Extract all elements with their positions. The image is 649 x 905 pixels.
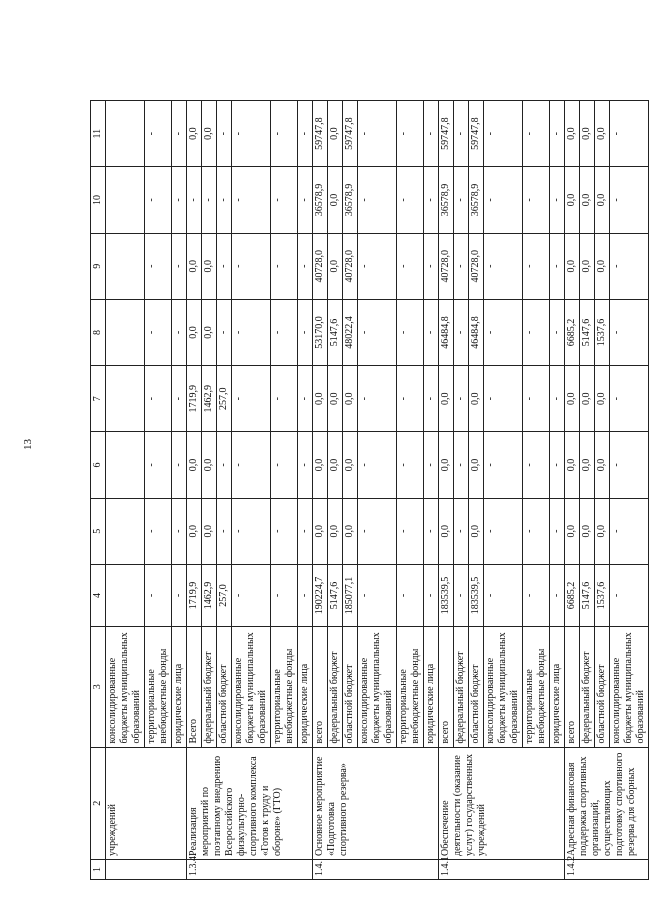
value-cell: 5147,6 [328,564,343,626]
value-cell: - [145,432,172,498]
value-cell: - [454,167,469,233]
value-cell: - [523,101,550,167]
value-cell: 53170,0 [313,299,328,365]
value-cell: 0,0 [595,432,610,498]
section-number: 1.3.4. [187,859,313,879]
value-cell: 40728,0 [469,233,484,299]
value-cell: - [397,498,424,564]
funding-source: всего [565,627,580,747]
funding-source: федеральный бюджет [202,627,217,747]
section-number [106,859,187,879]
value-cell: - [484,432,523,498]
funding-source: федеральный бюджет [328,627,343,747]
value-cell: - [424,167,439,233]
value-cell: 0,0 [187,101,202,167]
value-cell [106,498,145,564]
funding-source: консолидированные бюджеты муниципальных образований [358,627,397,747]
value-cell: - [550,101,565,167]
value-cell: - [172,564,187,626]
value-cell: - [145,167,172,233]
value-cell: 0,0 [313,432,328,498]
value-cell: - [187,167,202,233]
value-cell: 0,0 [565,432,580,498]
value-cell: - [271,366,298,432]
value-cell: - [397,366,424,432]
column-header: 2 [91,747,106,859]
column-header: 7 [91,366,106,432]
value-cell: - [271,233,298,299]
value-cell [106,299,145,365]
value-cell: - [550,498,565,564]
value-cell: 0,0 [343,432,358,498]
value-cell: 190224,7 [313,564,328,626]
value-cell: 59747,8 [313,101,328,167]
value-cell: - [172,167,187,233]
value-cell: - [550,233,565,299]
table-row [439,101,454,880]
value-cell: 5147,6 [328,299,343,365]
funding-source: Всего [187,627,202,747]
value-cell: - [145,564,172,626]
value-cell: - [217,498,232,564]
value-cell: - [397,101,424,167]
section-title: Адресная финансовая поддержка спортивных организаций, осуществляющих подготовку спортивного резерва для сборных [565,747,649,859]
value-cell: - [232,101,271,167]
column-header: 6 [91,432,106,498]
funding-source: юридические лица [550,627,565,747]
value-cell: 0,0 [343,366,358,432]
value-cell: - [550,167,565,233]
column-header: 3 [91,627,106,747]
funding-source: областной бюджет [595,627,610,747]
value-cell: - [454,101,469,167]
value-cell: - [397,299,424,365]
value-cell: 1462,9 [202,564,217,626]
value-cell: - [550,564,565,626]
value-cell: - [358,366,397,432]
value-cell: 0,0 [439,498,454,564]
value-cell: - [232,432,271,498]
value-cell: 1719,9 [187,366,202,432]
value-cell: 1537,6 [595,564,610,626]
value-cell: - [424,233,439,299]
value-cell: 0,0 [202,101,217,167]
column-header: 11 [91,101,106,167]
value-cell: - [172,432,187,498]
value-cell: 0,0 [469,498,484,564]
value-cell: 0,0 [469,366,484,432]
value-cell: - [454,233,469,299]
value-cell: 0,0 [580,233,595,299]
value-cell: 257,0 [217,564,232,626]
section-title: Реализация мероприятий по поэтапному внедрению Всероссийского физкультурно-спортивного комплекса «Готов к труду и обороне» (ГТО) [187,747,313,859]
value-cell: - [424,564,439,626]
value-cell: - [397,432,424,498]
value-cell: 0,0 [202,233,217,299]
value-cell: - [232,564,271,626]
value-cell: 0,0 [565,233,580,299]
value-cell: - [610,101,649,167]
value-cell: - [610,366,649,432]
value-cell: 46484,8 [469,299,484,365]
value-cell: 48022,4 [343,299,358,365]
funding-source: юридические лица [424,627,439,747]
value-cell: - [217,299,232,365]
value-cell: - [610,299,649,365]
value-cell: - [271,167,298,233]
value-cell: 0,0 [565,366,580,432]
value-cell: - [172,366,187,432]
value-cell: - [298,167,313,233]
value-cell: 185077,1 [343,564,358,626]
value-cell: 183539,5 [469,564,484,626]
value-cell: - [232,498,271,564]
value-cell: 0,0 [439,366,454,432]
value-cell: - [424,101,439,167]
value-cell: - [298,101,313,167]
header-row [91,101,106,880]
funding-source: всего [439,627,454,747]
value-cell: - [358,498,397,564]
value-cell: 0,0 [328,432,343,498]
funding-source: консолидированные бюджеты муниципальных образований [610,627,649,747]
value-cell: - [484,366,523,432]
column-header: 1 [91,859,106,879]
value-cell: - [145,498,172,564]
value-cell: - [397,167,424,233]
value-cell: - [550,299,565,365]
value-cell: - [610,167,649,233]
value-cell: 1462,9 [202,366,217,432]
value-cell: 36578,9 [469,167,484,233]
value-cell: 0,0 [328,366,343,432]
value-cell: - [454,432,469,498]
value-cell: - [271,299,298,365]
value-cell: 0,0 [187,299,202,365]
value-cell: 0,0 [328,498,343,564]
section-title: Основное мероприятие «Подготовка спортивного резерва» [313,747,439,859]
table-body [106,101,649,880]
value-cell: 40728,0 [343,233,358,299]
value-cell: - [424,432,439,498]
value-cell: 0,0 [595,167,610,233]
value-cell: 0,0 [187,432,202,498]
value-cell: 0,0 [580,167,595,233]
value-cell: 0,0 [313,498,328,564]
value-cell: 36578,9 [343,167,358,233]
funding-source: областной бюджет [343,627,358,747]
value-cell: - [298,564,313,626]
value-cell: - [172,101,187,167]
value-cell: - [550,432,565,498]
value-cell: - [145,366,172,432]
value-cell: - [484,564,523,626]
value-cell: - [217,167,232,233]
value-cell: 59747,8 [439,101,454,167]
value-cell: 5147,6 [580,299,595,365]
value-cell: - [271,564,298,626]
value-cell: - [232,233,271,299]
value-cell [106,167,145,233]
funding-source: консолидированные бюджеты муниципальных образований [484,627,523,747]
value-cell: - [484,498,523,564]
value-cell: - [358,101,397,167]
value-cell: - [484,299,523,365]
value-cell: 46484,8 [439,299,454,365]
value-cell: 0,0 [202,498,217,564]
value-cell: 0,0 [328,233,343,299]
value-cell: - [610,233,649,299]
value-cell [106,101,145,167]
value-cell: 0,0 [595,366,610,432]
value-cell: - [358,564,397,626]
value-cell: - [232,366,271,432]
section-number: 1.4.1 [439,859,565,879]
value-cell [106,564,145,626]
value-cell: - [271,101,298,167]
page-number: 13 [22,439,34,450]
value-cell: - [232,167,271,233]
section-number: 1.4. [313,859,439,879]
value-cell: - [145,299,172,365]
value-cell: 0,0 [439,432,454,498]
value-cell: - [454,564,469,626]
funding-source: территориальные внебюджетные фонды [145,627,172,747]
value-cell: - [523,233,550,299]
value-cell: 6685,2 [565,564,580,626]
value-cell: - [610,498,649,564]
value-cell: - [424,498,439,564]
value-cell: 0,0 [313,366,328,432]
funding-source: территориальные внебюджетные фонды [523,627,550,747]
value-cell: - [454,366,469,432]
value-cell: 1537,6 [595,299,610,365]
value-cell: - [550,366,565,432]
value-cell: - [523,498,550,564]
value-cell: 40728,0 [313,233,328,299]
value-cell: - [523,167,550,233]
funding-source: областной бюджет [217,627,232,747]
value-cell: - [484,101,523,167]
value-cell: 0,0 [595,498,610,564]
value-cell: 0,0 [565,167,580,233]
value-cell: 40728,0 [439,233,454,299]
value-cell: - [358,299,397,365]
value-cell: - [172,299,187,365]
funding-source: территориальные внебюджетные фонды [397,627,424,747]
funding-source: федеральный бюджет [580,627,595,747]
value-cell: - [358,432,397,498]
value-cell: 0,0 [187,498,202,564]
value-cell: 0,0 [565,498,580,564]
value-cell: - [145,233,172,299]
value-cell: - [298,299,313,365]
value-cell: 0,0 [328,167,343,233]
value-cell: - [202,167,217,233]
section-number: 1.4.2 [565,859,649,879]
table-row [313,101,328,880]
value-cell [106,233,145,299]
table-row [106,101,145,880]
value-cell: - [298,366,313,432]
value-cell: 0,0 [595,101,610,167]
column-header: 10 [91,167,106,233]
value-cell: 0,0 [580,366,595,432]
value-cell: - [298,233,313,299]
value-cell: - [271,498,298,564]
value-cell: - [424,366,439,432]
value-cell: - [484,167,523,233]
value-cell: - [610,432,649,498]
value-cell [106,432,145,498]
funding-source: консолидированные бюджеты муниципальных образований [232,627,271,747]
value-cell: 0,0 [580,101,595,167]
value-cell: - [232,299,271,365]
funding-source: юридические лица [298,627,313,747]
section-title: Обеспечение деятельности (оказание услуг) государственных учреждений [439,747,565,859]
value-cell: - [523,299,550,365]
value-cell: - [217,432,232,498]
value-cell: - [523,366,550,432]
value-cell: - [397,564,424,626]
value-cell: - [484,233,523,299]
value-cell: - [217,233,232,299]
value-cell: 1719,9 [187,564,202,626]
funding-source: всего [313,627,328,747]
funding-source: областной бюджет [469,627,484,747]
value-cell: - [172,498,187,564]
value-cell: 0,0 [328,101,343,167]
budget-table [90,100,649,880]
value-cell: 5147,6 [580,564,595,626]
value-cell: - [298,498,313,564]
section-title: учреждений [106,747,187,859]
value-cell: 59747,8 [469,101,484,167]
value-cell: - [145,101,172,167]
column-header: 8 [91,299,106,365]
column-header: 9 [91,233,106,299]
value-cell: 0,0 [469,432,484,498]
value-cell: - [523,432,550,498]
value-cell [106,366,145,432]
value-cell: - [610,564,649,626]
column-header: 5 [91,498,106,564]
funding-source: юридические лица [172,627,187,747]
value-cell: 0,0 [187,233,202,299]
value-cell: - [454,299,469,365]
value-cell: 0,0 [202,299,217,365]
value-cell: 183539,5 [439,564,454,626]
column-header: 4 [91,564,106,626]
value-cell: 6685,2 [565,299,580,365]
value-cell: - [523,564,550,626]
value-cell: 257,0 [217,366,232,432]
value-cell: - [217,101,232,167]
funding-source: федеральный бюджет [454,627,469,747]
funding-source: консолидированные бюджеты муниципальных образований [106,627,145,747]
value-cell: - [298,432,313,498]
value-cell: - [172,233,187,299]
value-cell: - [454,498,469,564]
value-cell: 36578,9 [313,167,328,233]
value-cell: 36578,9 [439,167,454,233]
value-cell: 0,0 [343,498,358,564]
table-row [565,101,580,880]
value-cell: - [358,167,397,233]
value-cell: 0,0 [580,432,595,498]
value-cell: 0,0 [580,498,595,564]
value-cell: - [358,233,397,299]
value-cell: 0,0 [202,432,217,498]
rotated-page [90,100,646,880]
funding-source: территориальные внебюджетные фонды [271,627,298,747]
value-cell: 0,0 [565,101,580,167]
value-cell: 0,0 [595,233,610,299]
value-cell: 59747,8 [343,101,358,167]
table-row [187,101,202,880]
value-cell: - [271,432,298,498]
value-cell: - [424,299,439,365]
value-cell: - [397,233,424,299]
